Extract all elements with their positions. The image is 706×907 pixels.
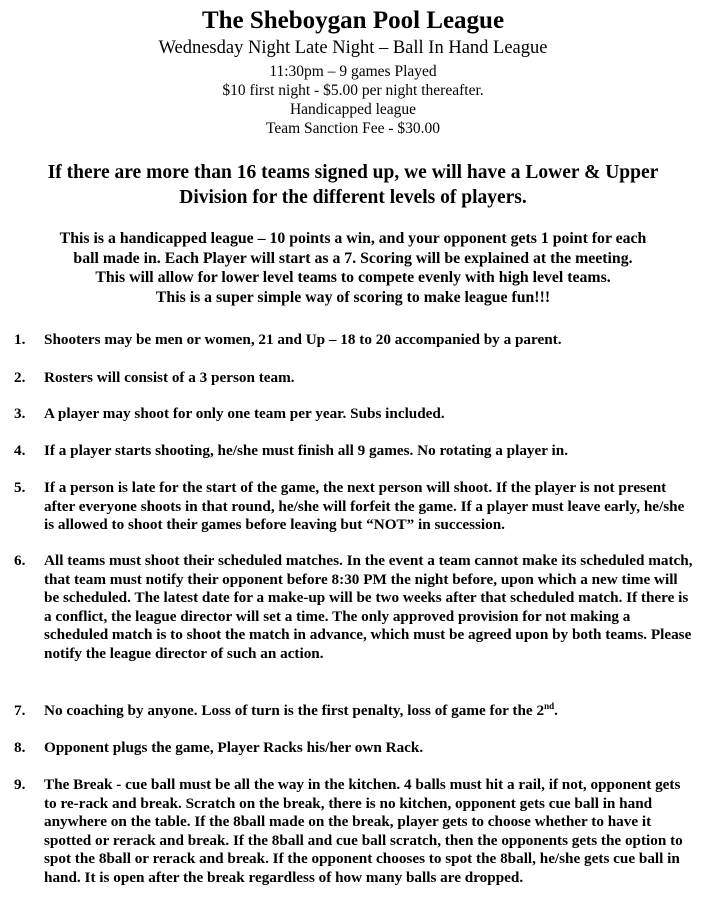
rule-item — [14, 776, 694, 887]
intro-line: This is a handicapped league – 10 points a win, and your opponent gets 1 point for each — [59, 230, 647, 247]
announcement-line: If there are more than 16 teams signed up, we will have a Lower & Upper — [47, 162, 659, 183]
rule-number: 2. — [14, 369, 26, 386]
division-announcement — [20, 160, 686, 210]
rule-item — [14, 405, 694, 424]
rule-number: 4. — [14, 442, 26, 459]
rule-text: Opponent plugs the game, Player Racks his/her own Rack. — [44, 739, 424, 756]
rule-text-end: . — [554, 702, 558, 719]
rule-text: The Break - cue ball must be all the way in the kitchen. 4 balls must hit a rail, if not, opponent gets to re-rack and break. Scratch on the break, there is no kitchen, opponent gets cue ball in hand anywhere on the table. If the 8ball made on the break, player gets to choose whether to have it spotted or rerack and break. If the 8ball and cue ball scratch, then the opponents gets the option to spot the 8ball or rerack and break. If the opponent chooses to spot the 8ball, he/she gets cue ball in hand. It is open after the break regardless of how many balls are dropped. — [44, 776, 683, 886]
intro-line: This is a super simple way of scoring to make league fun!!! — [155, 288, 551, 306]
announcement-line: Division for the different levels of players. — [179, 187, 527, 208]
time-info: 11:30pm – 9 games Played — [269, 63, 437, 80]
rule-item — [14, 552, 694, 663]
rule-number: 9. — [14, 776, 26, 793]
rule-number: 5. — [14, 479, 26, 496]
intro-line: This will allow for lower level teams to compete evenly with high level teams. — [95, 269, 611, 286]
intro-line: ball made in. Each Player will start as a 7. Scoring will be explained at the meeting. — [73, 249, 633, 267]
sanction-fee-info: Team Sanction Fee - $30.00 — [265, 120, 441, 137]
rule-item — [14, 331, 694, 350]
league-subtitle: Wednesday Night Late Night – Ball In Hand League — [158, 38, 548, 58]
rule-item — [14, 702, 694, 721]
rule-text-main: No coaching by anyone. Loss of turn is the first penalty, loss of game for the 2 — [44, 702, 545, 719]
rule-item — [14, 442, 694, 461]
rule-text: If a person is late for the start of the game, the next person will shoot. If the player is not present after everyone shoots in that round, he/she will forfeit the game. If a player must leave early, he/she is allowed to shoot their games before leaving but “NOT” in succession. — [44, 479, 685, 533]
handicap-intro — [8, 229, 698, 307]
ordinal-suffix: nd — [544, 700, 555, 711]
handicap-info: Handicapped league — [289, 101, 417, 118]
rule-text: Shooters may be men or women, 21 and Up – 18 to 20 accompanied by a parent. — [44, 331, 562, 348]
rule-text: A player may shoot for only one team per year. Subs included. — [44, 405, 445, 422]
rule-item — [14, 369, 694, 388]
rule-item — [14, 739, 694, 758]
document-title: The Sheboygan Pool League — [201, 7, 505, 34]
rule-text: If a player starts shooting, he/she must finish all 9 games. No rotating a player in. — [44, 442, 568, 459]
rule-number: 7. — [14, 702, 26, 719]
rule-number: 6. — [14, 552, 26, 569]
rule-text — [44, 702, 694, 721]
rule-number: 8. — [14, 739, 26, 756]
rule-text: All teams must shoot their scheduled matches. In the event a team cannot make its scheduled match, that team must notify their opponent before 8:30 PM the night before, upon which a new time will be scheduled. The latest date for a make-up will be two weeks after that scheduled match. If there is a conflict, the league director will set a time. The only approved provision for not making a scheduled match is to shoot the match in advance, which must be agreed upon by both teams. Please notify the league director of such an action. — [44, 552, 693, 662]
rule-number: 3. — [14, 405, 26, 422]
rule-number: 1. — [14, 331, 26, 348]
fee-info: $10 first night - $5.00 per night thereafter. — [222, 82, 484, 99]
rule-item — [14, 479, 694, 535]
rule-text: Rosters will consist of a 3 person team. — [44, 369, 295, 386]
